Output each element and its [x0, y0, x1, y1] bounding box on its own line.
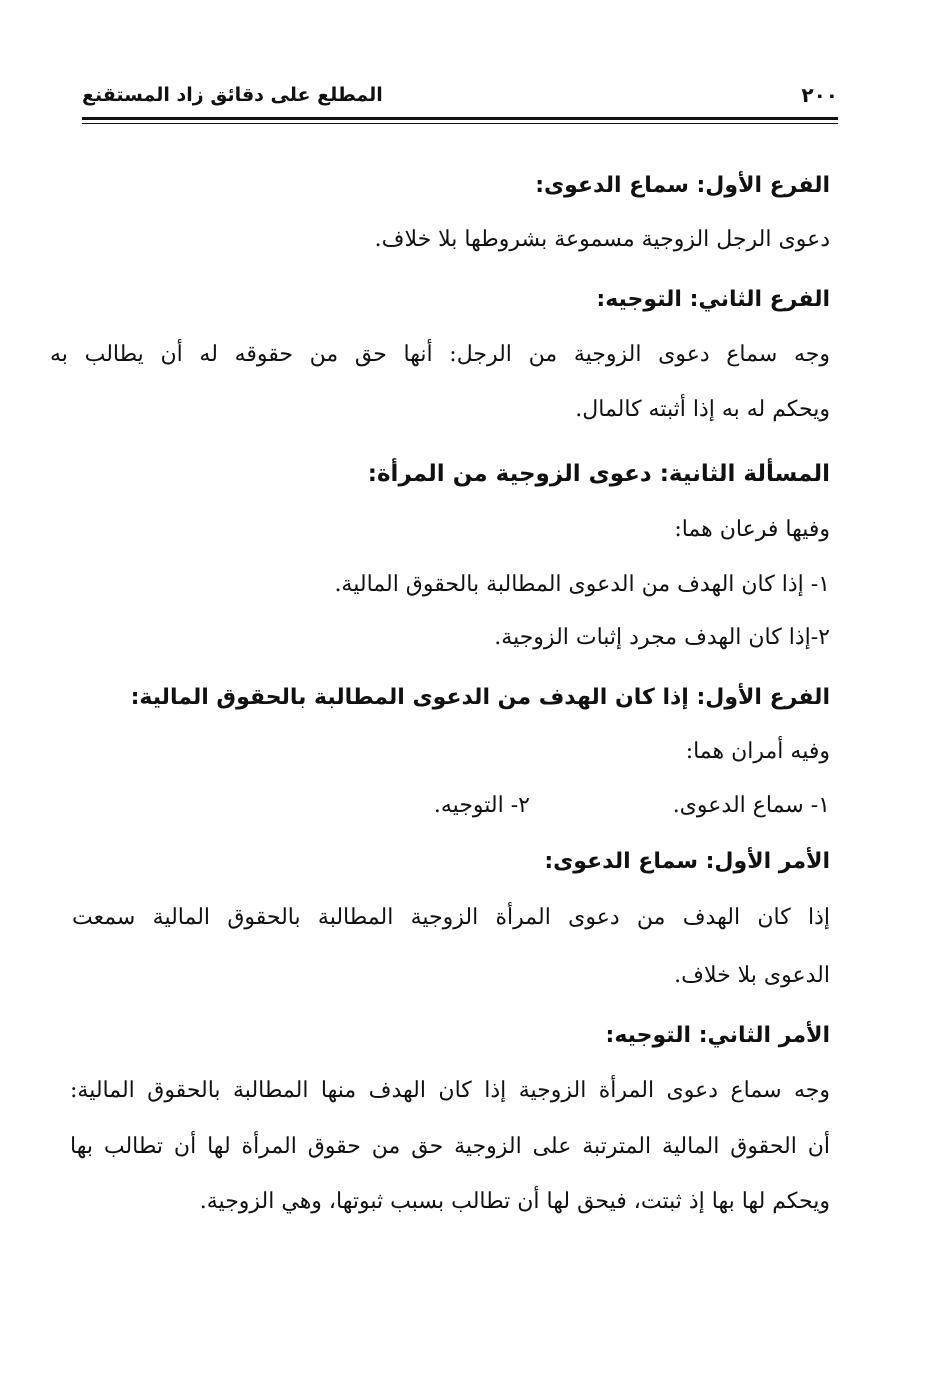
page-number: ٢٠٠: [801, 83, 838, 107]
book-title: المطلع على دقائق زاد المستقنع: [82, 84, 383, 106]
heading-branch-one-hearing: الفرع الأول: سماع الدعوى:: [535, 173, 830, 198]
header-rule-thin: [82, 123, 838, 124]
heading-issue-two: المسألة الثانية: دعوى الزوجية من المرأة:: [367, 461, 830, 487]
pair-item-1: ١- سماع الدعوى.: [672, 793, 830, 818]
paragraph-matter-one-line-1: إذا كان الهدف من دعوى المرأة الزوجية المطالبة بالحقوق المالية سمعت: [72, 905, 830, 930]
heading-branch-two-guidance: الفرع الثاني: التوجيه:: [596, 287, 830, 312]
paragraph-two-branches: وفيها فرعان هما:: [674, 517, 830, 542]
page-header: [82, 80, 838, 114]
paragraph-two-matters: وفيه أمران هما:: [685, 739, 830, 764]
paragraph-guidance-line-1: وجه سماع دعوى الزوجية من الرجل: أنها حق من حقوقه له أن يطالب به: [50, 342, 830, 367]
paragraph-matter-two-line-2: أن الحقوق المالية المترتبة على الزوجية حق من حقوق المرأة لها أن تطالب بها: [70, 1134, 830, 1159]
numbered-pair-row: [80, 786, 830, 826]
paragraph-matter-two-line-1: وجه سماع دعوى المرأة الزوجية إذا كان الهدف منها المطالبة بالحقوق المالية:: [70, 1078, 830, 1103]
paragraph-matter-two-line-3: ويحكم لها بها إذ ثبتت، فيحق لها أن تطالب بسبب ثبوتها، وهي الزوجية.: [199, 1189, 830, 1214]
list-item-2: ٢-إذا كان الهدف مجرد إثبات الزوجية.: [494, 625, 830, 650]
paragraph-matter-one-line-2: الدعوى بلا خلاف.: [674, 963, 830, 988]
pair-item-2: ٢- التوجيه.: [433, 793, 530, 818]
paragraph-guidance-line-2: ويحكم له به إذا أثبته كالمال.: [575, 397, 830, 422]
paragraph-man-claim-heard: دعوى الرجل الزوجية مسموعة بشروطها بلا خلاف.: [374, 227, 830, 252]
heading-matter-two: الأمر الثاني: التوجيه:: [605, 1023, 830, 1048]
header-rule-thick: [82, 117, 838, 120]
heading-branch-one-financial: الفرع الأول: إذا كان الهدف من الدعوى المطالبة بالحقوق المالية:: [130, 685, 830, 710]
list-item-1: ١- إذا كان الهدف من الدعوى المطالبة بالحقوق المالية.: [334, 572, 830, 597]
heading-matter-one: الأمر الأول: سماع الدعوى:: [544, 849, 830, 874]
